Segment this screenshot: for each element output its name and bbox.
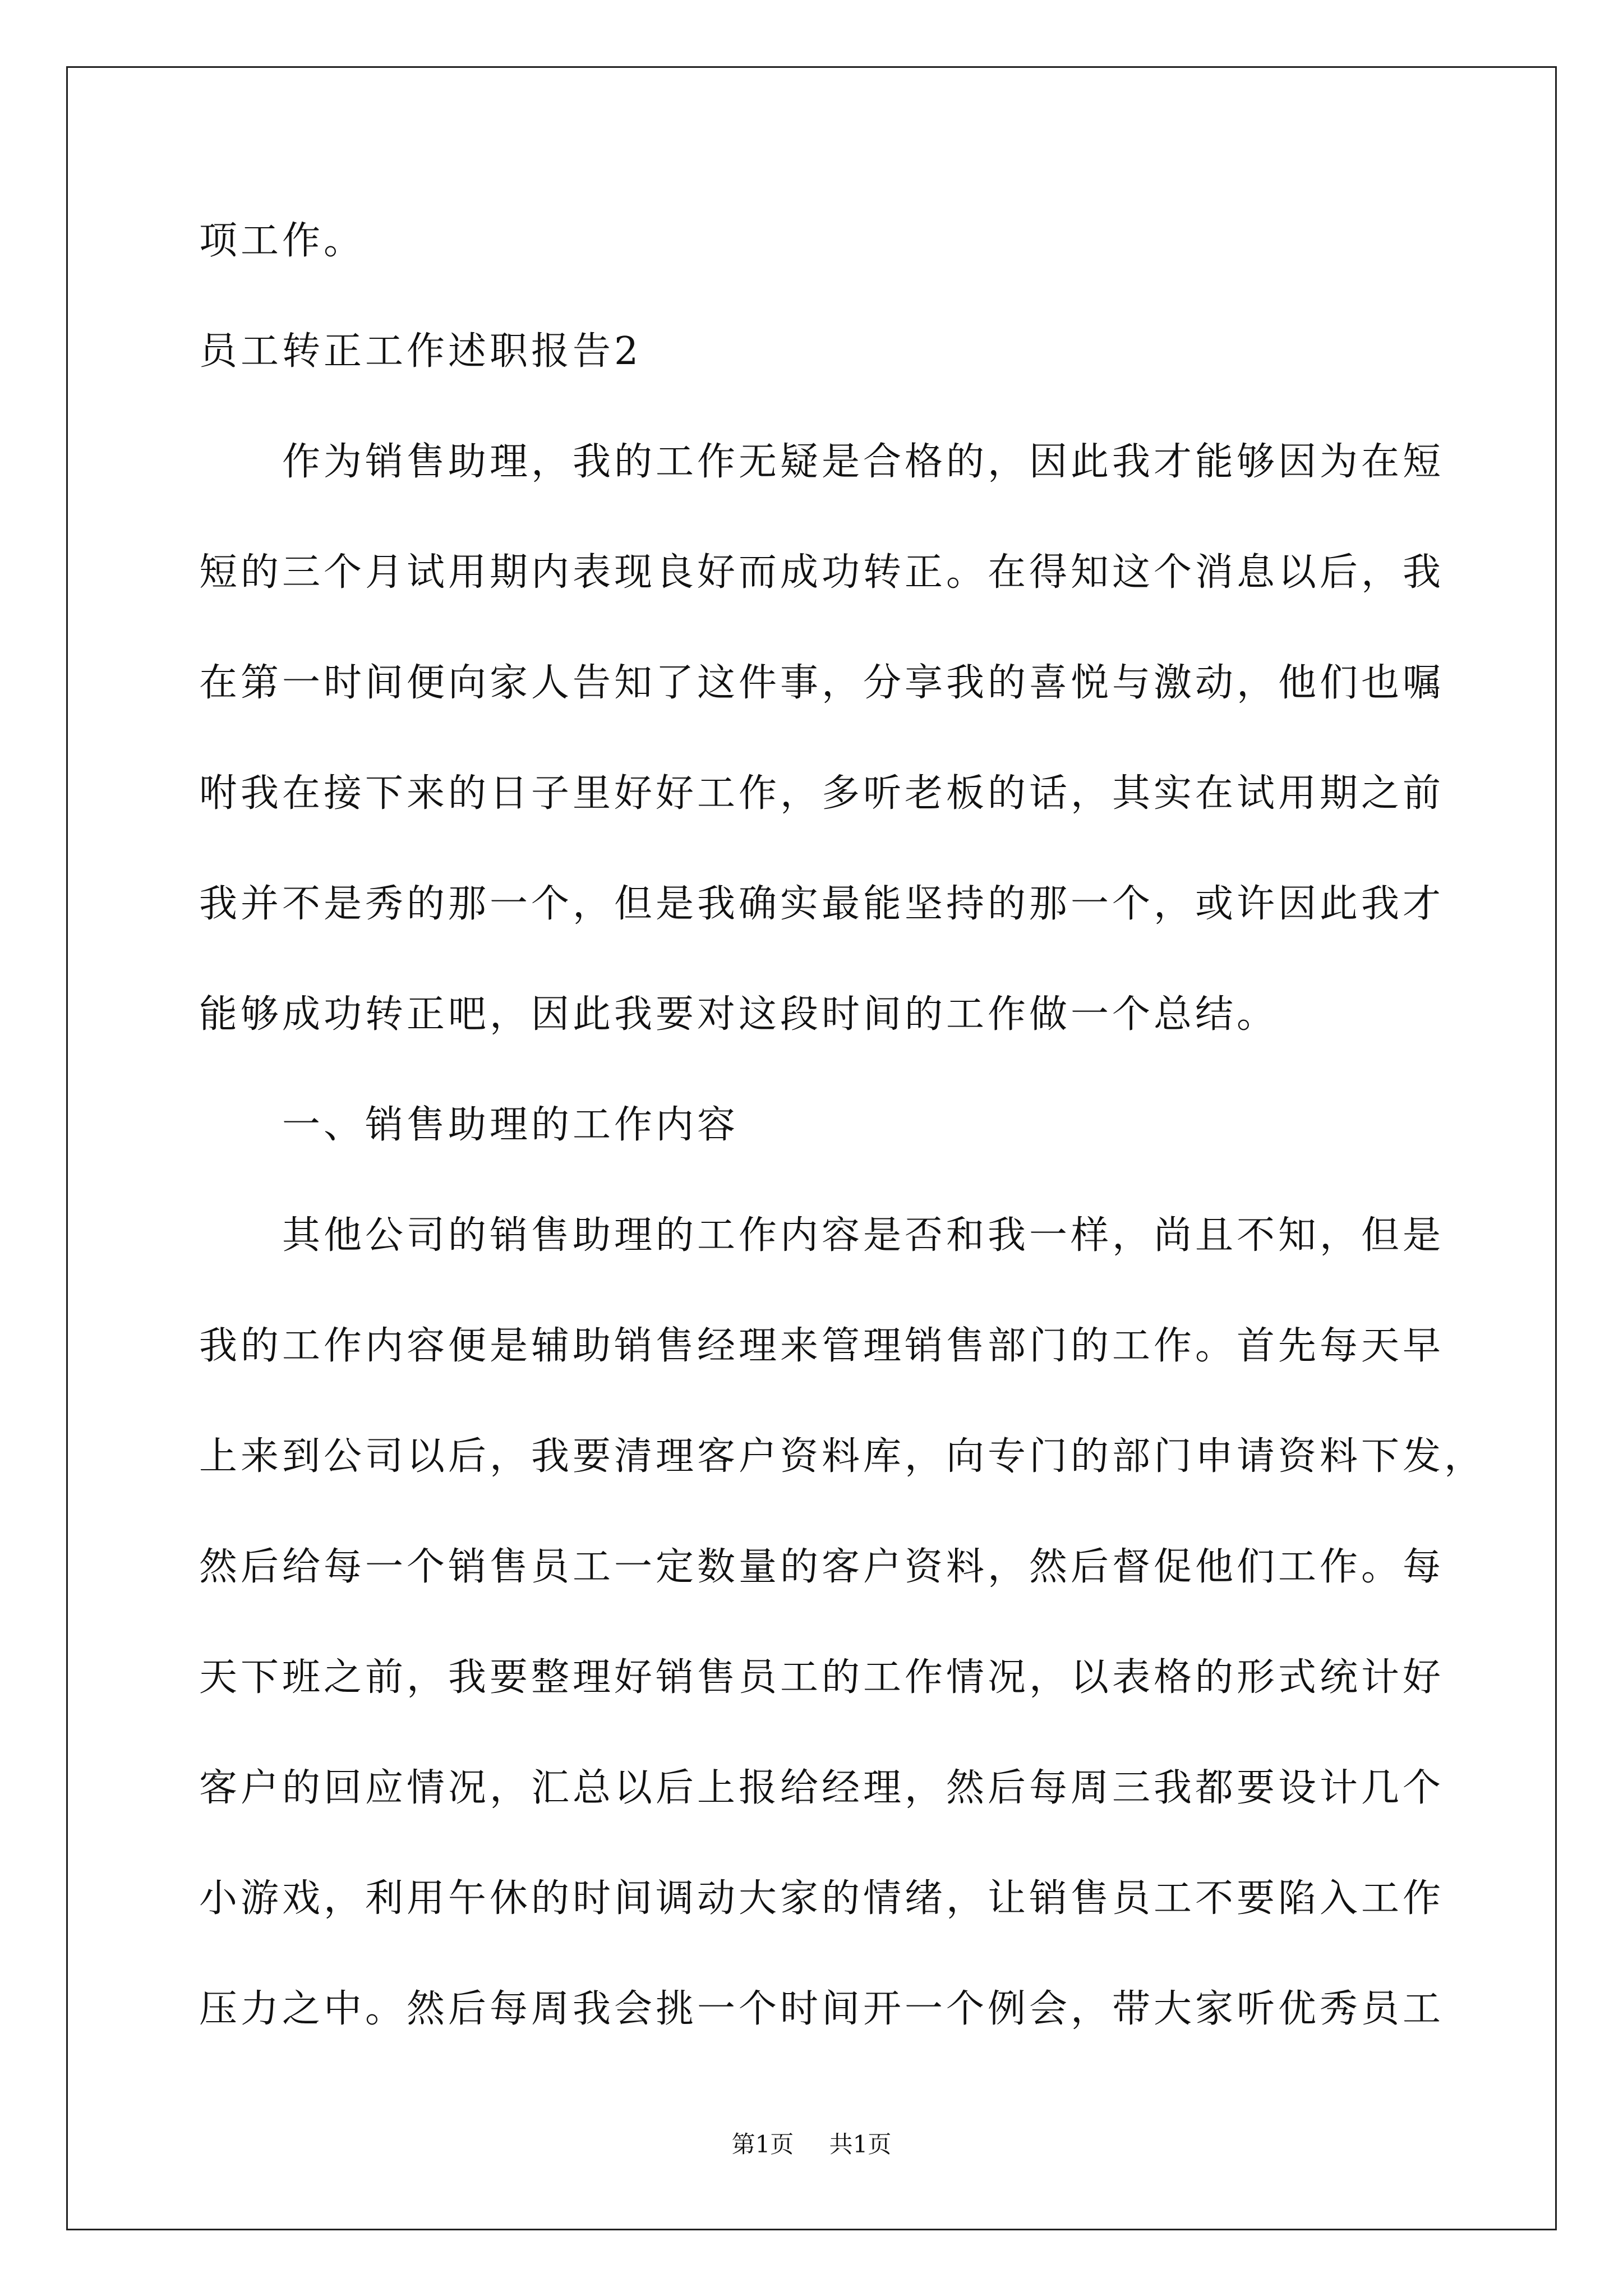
text-line: 作为销售助理，我的工作无疑是合格的，因此我才能够因为在短 xyxy=(282,440,1445,484)
section-title: 员工转正工作述职报告2 xyxy=(199,329,642,374)
text-line: 天下班之前，我要整理好销售员工的工作情况，以表格的形式统计好 xyxy=(199,1655,1445,1700)
text-line: 压力之中。然后每周我会挑一个时间开一个例会，带大家听优秀员工 xyxy=(199,1987,1445,2031)
page-footer xyxy=(0,2126,1623,2160)
text-line: 我并不是秀的那一个，但是我确实最能坚持的那一个，或许因此我才 xyxy=(199,882,1445,926)
page-total: 共1页 xyxy=(829,2131,892,2158)
text-line: 咐我在接下来的日子里好好工作，多听老板的话，其实在试用期之前 xyxy=(199,771,1445,816)
text-line: 客户的回应情况，汇总以后上报给经理，然后每周三我都要设计几个 xyxy=(199,1766,1445,1810)
text-line: 在第一时间便向家人告知了这件事，分享我的喜悦与激动，他们也嘱 xyxy=(199,661,1445,705)
subheading: 一、销售助理的工作内容 xyxy=(282,1103,739,1147)
text-line: 我的工作内容便是辅助销售经理来管理销售部门的工作。首先每天早 xyxy=(199,1324,1445,1368)
text-line: 其他公司的销售助理的工作内容是否和我一样，尚且不知，但是 xyxy=(282,1213,1445,1258)
text-line: 小游戏，利用午休的时间调动大家的情绪，让销售员工不要陷入工作 xyxy=(199,1876,1445,1921)
text-line: 上来到公司以后，我要清理客户资料库，向专门的部门申请资料下发， xyxy=(199,1434,1486,1479)
text-line: 短的三个月试用期内表现良好而成功转正。在得知这个消息以后，我 xyxy=(199,550,1445,595)
document-body xyxy=(199,213,1486,2092)
text-line: 然后给每一个销售员工一定数量的客户资料，然后督促他们工作。每 xyxy=(199,1545,1445,1589)
page-number: 第1页 xyxy=(731,2131,794,2158)
text-line: 项工作。 xyxy=(199,219,366,263)
text-line: 能够成功转正吧，因此我要对这段时间的工作做一个总结。 xyxy=(199,992,1279,1037)
